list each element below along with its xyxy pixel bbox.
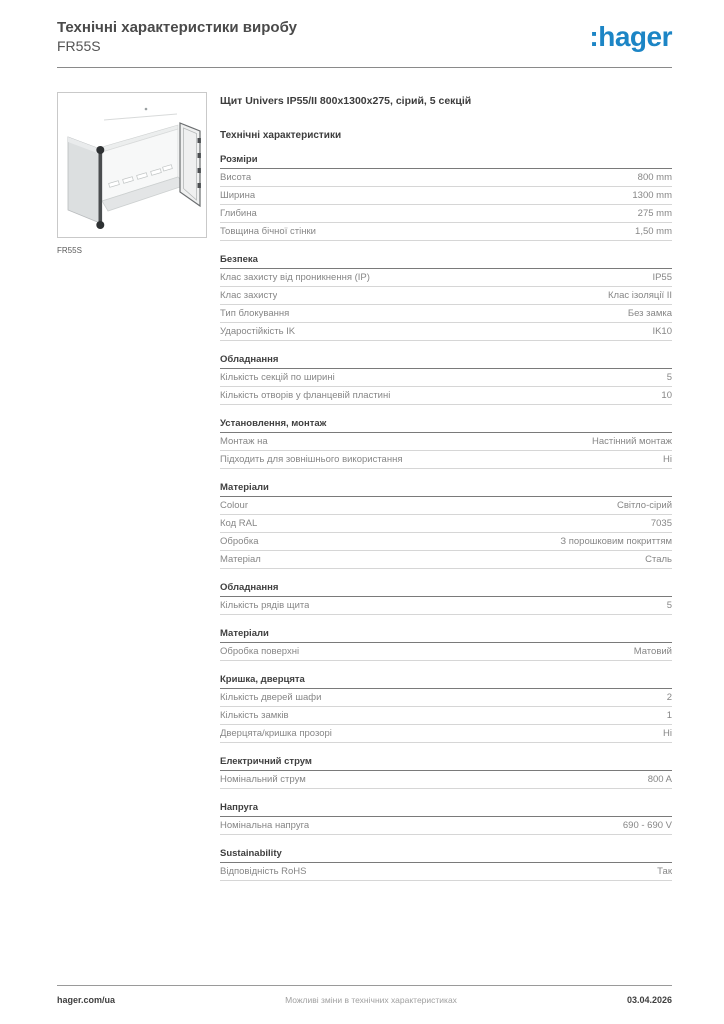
spec-value: 10 <box>661 390 672 401</box>
spec-label: Ударостійкість IK <box>220 326 296 337</box>
spec-value: Ні <box>663 728 672 739</box>
product-reference: FR55S <box>57 38 101 54</box>
section-title: Кришка, дверцята <box>220 674 672 689</box>
spec-label: Кількість замків <box>220 710 289 721</box>
spec-row <box>220 269 672 287</box>
page-header <box>57 18 672 55</box>
spec-value: IK10 <box>652 326 672 337</box>
page-title: Технічні характеристики виробу <box>57 19 297 36</box>
spec-label: Висота <box>220 172 252 183</box>
spec-value: Сталь <box>645 554 672 565</box>
spec-row <box>220 533 672 551</box>
spec-section <box>220 802 672 835</box>
spec-label: Код RAL <box>220 518 258 529</box>
spec-value: 2 <box>666 692 672 703</box>
spec-label: Кількість секцій по ширині <box>220 372 335 383</box>
spec-section <box>220 582 672 615</box>
spec-row <box>220 205 672 223</box>
spec-label: Кількість рядів щита <box>220 600 310 611</box>
header-divider <box>57 67 672 68</box>
spec-section <box>220 848 672 881</box>
section-title: Матеріали <box>220 482 672 497</box>
spec-label: Colour <box>220 500 248 511</box>
spec-row <box>220 551 672 569</box>
product-image-caption: FR55S <box>57 246 82 255</box>
spec-section <box>220 674 672 743</box>
header-title-block <box>57 18 297 55</box>
spec-value: 275 mm <box>637 208 672 219</box>
spec-row <box>220 323 672 341</box>
spec-label: Обробка <box>220 536 259 547</box>
spec-row <box>220 387 672 405</box>
spec-column <box>220 92 672 881</box>
spec-value: Без замка <box>627 308 672 319</box>
spec-label: Клас захисту від проникнення (IP) <box>220 272 370 283</box>
spec-row <box>220 863 672 881</box>
spec-label: Відповідність RoHS <box>220 866 307 877</box>
spec-row <box>220 169 672 187</box>
section-title: Матеріали <box>220 628 672 643</box>
spec-row <box>220 369 672 387</box>
spec-row <box>220 515 672 533</box>
spec-row <box>220 689 672 707</box>
spec-value: З порошковим покриттям <box>560 536 672 547</box>
spec-row <box>220 817 672 835</box>
spec-row <box>220 433 672 451</box>
product-photo-enclosure <box>58 93 206 237</box>
spec-section <box>220 482 672 569</box>
spec-label: Глибина <box>220 208 257 219</box>
spec-row <box>220 497 672 515</box>
spec-value: 1300 mm <box>632 190 672 201</box>
spec-label: Обробка поверхні <box>220 646 300 657</box>
footer-date: 03.04.2026 <box>626 995 672 1005</box>
spec-label: Номінальний струм <box>220 774 306 785</box>
spec-section <box>220 756 672 789</box>
spec-value: 7035 <box>650 518 672 529</box>
spec-row <box>220 287 672 305</box>
spec-value: 800 mm <box>637 172 672 183</box>
spec-row <box>220 643 672 661</box>
spec-label: Кількість дверей шафи <box>220 692 322 703</box>
spec-label: Номінальна напруга <box>220 820 310 831</box>
spec-value: Клас ізоляції II <box>608 290 672 301</box>
spec-value: Так <box>657 866 672 877</box>
spec-label: Тип блокування <box>220 308 290 319</box>
specs-heading: Технічні характеристики <box>220 130 342 141</box>
section-title: Напруга <box>220 802 672 817</box>
spec-label: Ширина <box>220 190 256 201</box>
spec-value: 690 - 690 V <box>622 820 672 831</box>
section-title: Безпека <box>220 254 672 269</box>
section-title: Електричний струм <box>220 756 672 771</box>
spec-row <box>220 771 672 789</box>
spec-section <box>220 418 672 469</box>
footer-disclaimer: Можливі зміни в технічних характеристиках <box>285 995 457 1005</box>
spec-value: IP55 <box>652 272 672 283</box>
spec-row <box>220 223 672 241</box>
spec-label: Дверцята/кришка прозорі <box>220 728 332 739</box>
spec-value: Ні <box>663 454 672 465</box>
spec-value: 800 A <box>647 774 672 785</box>
spec-label: Монтаж на <box>220 436 268 447</box>
product-title: Щит Univers IP55/II 800x1300x275, сірий, 5 секцій <box>220 95 472 107</box>
spec-section <box>220 254 672 341</box>
spec-section <box>220 354 672 405</box>
spec-row <box>220 187 672 205</box>
spec-row <box>220 725 672 743</box>
section-title: Обладнання <box>220 582 672 597</box>
main-content <box>57 92 672 881</box>
hager-logo: :hager <box>589 21 672 52</box>
spec-label: Товщина бічної стінки <box>220 226 316 237</box>
footer-website-link[interactable]: hager.com/ua <box>57 995 116 1005</box>
spec-row <box>220 451 672 469</box>
spec-value: 1 <box>666 710 672 721</box>
section-title: Розміри <box>220 154 672 169</box>
spec-label: Кількість отворів у фланцевій пластині <box>220 390 391 401</box>
spec-section <box>220 628 672 661</box>
product-image-frame <box>57 92 207 238</box>
spec-sections <box>220 154 672 881</box>
section-title: Обладнання <box>220 354 672 369</box>
spec-value: Матовий <box>633 646 672 657</box>
section-title: Установлення, монтаж <box>220 418 672 433</box>
image-column <box>57 92 207 881</box>
spec-label: Клас захисту <box>220 290 278 301</box>
spec-row <box>220 597 672 615</box>
page-footer <box>57 985 672 1005</box>
section-title: Sustainability <box>220 848 672 863</box>
spec-section <box>220 154 672 241</box>
spec-label: Матеріал <box>220 554 261 565</box>
spec-value: Настінний монтаж <box>591 436 672 447</box>
spec-label: Підходить для зовнішнього використання <box>220 454 403 465</box>
spec-value: Світло-сірий <box>616 500 672 511</box>
spec-row <box>220 707 672 725</box>
spec-value: 5 <box>666 600 672 611</box>
spec-row <box>220 305 672 323</box>
spec-value: 5 <box>666 372 672 383</box>
spec-value: 1,50 mm <box>635 226 672 237</box>
